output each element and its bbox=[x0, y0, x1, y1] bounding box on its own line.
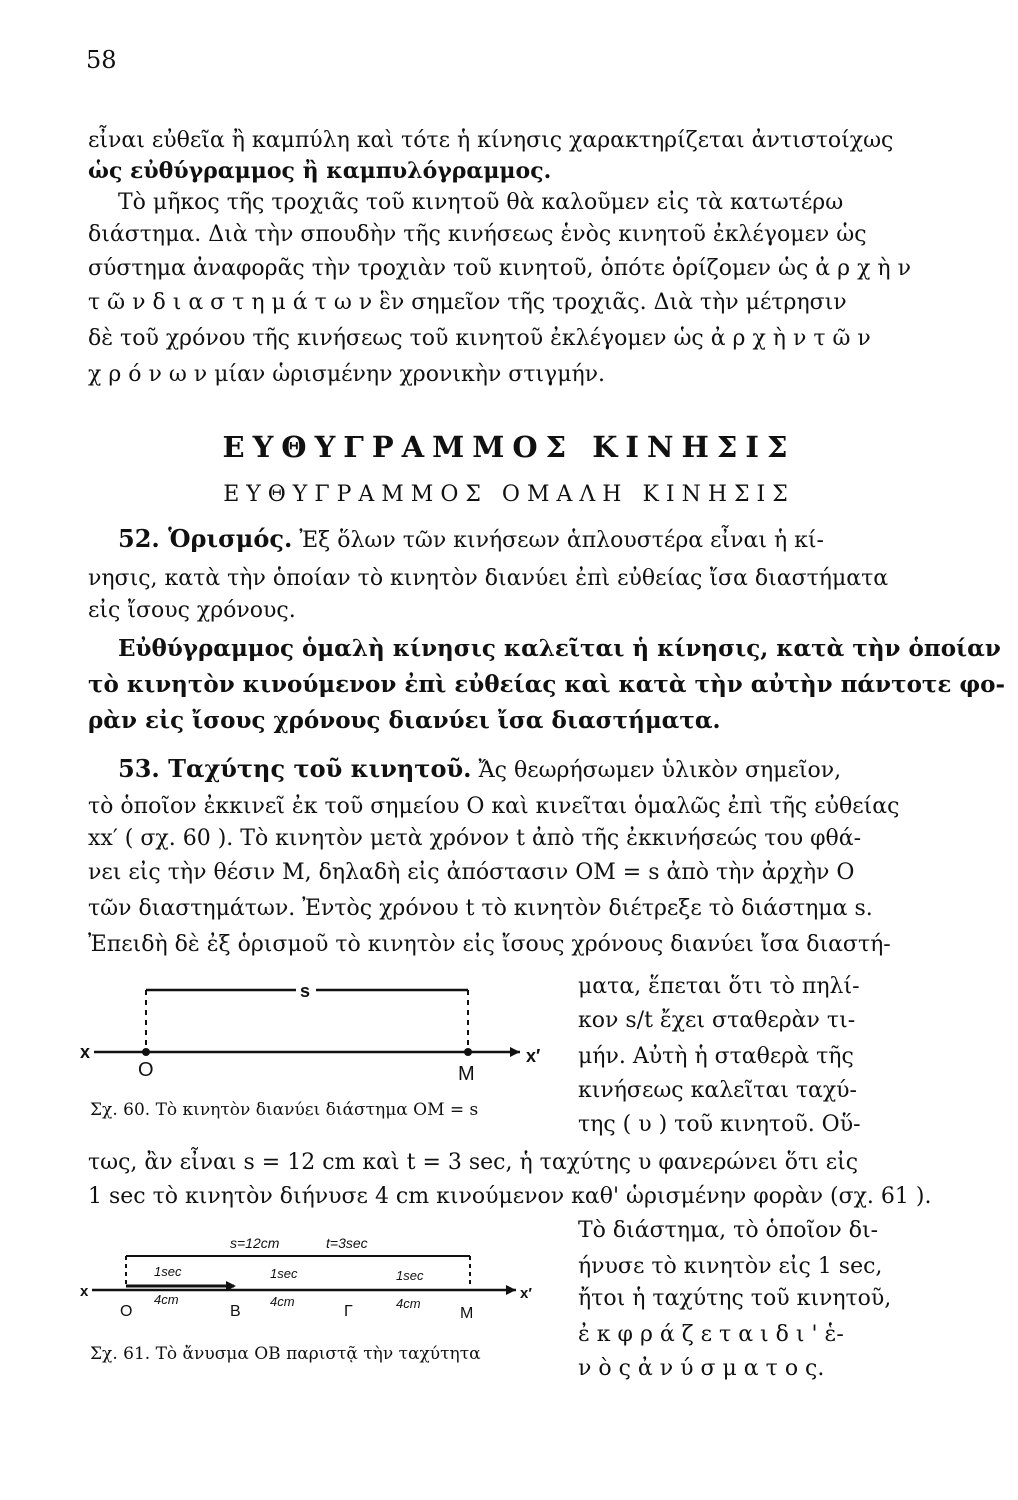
fig61-sec-2: 1sec bbox=[270, 1266, 298, 1281]
s52-title: 52. Ὁρισμός. bbox=[118, 524, 293, 553]
s53-right2-1: Τὸ διάστημα, τὸ ὁποῖον δι- bbox=[578, 1218, 879, 1243]
s53-right-4: κινήσεως καλεῖται ταχύ- bbox=[578, 1078, 857, 1103]
fig60-m-label: Μ bbox=[458, 1063, 475, 1085]
s52-line-1: Ἐξ ὅλων τῶν κινήσεων ἁπλουστέρα εἶναι ἡ κί- bbox=[299, 528, 824, 553]
fig60-arrow bbox=[510, 1047, 520, 1057]
fig60-s-label: s bbox=[300, 981, 311, 1001]
definition-line-1: Εὐθύγραμμος ὁμαλὴ κίνησις καλεῖται ἡ κίνησις, κατὰ τὴν ὁποίαν bbox=[118, 635, 1001, 662]
fig61-g-label: Γ bbox=[344, 1303, 353, 1320]
intro-line-5: σύστημα ἀναφορᾶς τὴν τροχιὰν τοῦ κινητοῦ, ὁπότε ὁρίζομεν ὡς ἀ ρ χ ὴ ν bbox=[88, 256, 911, 281]
caption-fig-60: Σχ. 60. Τὸ κινητὸν διανύει διάστημα ΟΜ = s bbox=[90, 1100, 479, 1120]
s53-right-2: κον s/t ἔχει σταθερὰν τι- bbox=[578, 1008, 856, 1033]
fig60-x-label: x bbox=[80, 1042, 91, 1062]
intro-line-7: δὲ τοῦ χρόνου τῆς κινήσεως τοῦ κινητοῦ ἐκλέγομεν ὡς ἀ ρ χ ὴ ν τ ῶ ν bbox=[88, 326, 871, 351]
s53-line-5: τῶν διαστημάτων. Ἐντὸς χρόνου t τὸ κινητὸν διέτρεξε τὸ διάστημα s. bbox=[88, 896, 873, 921]
definition-line-3: ρὰν εἰς ἴσους χρόνους διανύει ἴσα διαστήματα. bbox=[88, 707, 721, 734]
fig60-point-o bbox=[142, 1048, 150, 1056]
intro-line-8: χ ρ ό ν ω ν μίαν ὡρισμένην χρονικὴν στιγμήν. bbox=[88, 362, 606, 387]
intro-line-1: εἶναι εὐθεῖα ἢ καμπύλη καὶ τότε ἡ κίνησις χαρακτηρίζεται ἀντιστοίχως bbox=[88, 128, 894, 153]
page-number: 58 bbox=[86, 46, 117, 74]
intro-line-3: Τὸ μῆκος τῆς τροχιᾶς τοῦ κινητοῦ θὰ καλοῦμεν εἰς τὰ κατωτέρω bbox=[118, 190, 844, 215]
s53-right2-4: ἐ κ φ ρ ά ζ ε τ α ι δ ι ' ἑ- bbox=[578, 1322, 844, 1347]
s53-line-1: Ἄς θεωρήσωμεν ὑλικὸν σημεῖον, bbox=[478, 758, 842, 783]
fig61-top-s: s=12cm bbox=[230, 1235, 280, 1251]
s53-right2-2: ήνυσε τὸ κινητὸν εἰς 1 sec, bbox=[578, 1254, 883, 1279]
definition-line-2: τὸ κινητὸν κινούμενον ἐπὶ εὐθείας καὶ κατὰ τὴν αὐτὴν πάντοτε φο- bbox=[88, 671, 1006, 698]
s53-full-1: τως, ἂν εἶναι s = 12 cm καὶ t = 3 sec, ἡ ταχύτης υ φανερώνει ὅτι εἰς bbox=[88, 1150, 859, 1175]
s53-first-line bbox=[118, 756, 841, 784]
s53-right2-5: ν ὸ ς ἀ ν ύ σ μ α τ ο ς. bbox=[578, 1356, 825, 1381]
s53-line-4: νει εἰς τὴν θέσιν Μ, δηλαδὴ εἰς ἀπόστασιν ΟΜ = s ἀπὸ τὴν ἀρχὴν Ο bbox=[88, 860, 855, 885]
fig61-arrow-axis bbox=[506, 1285, 516, 1295]
s53-line-2: τὸ ὁποῖον ἐκκινεῖ ἐκ τοῦ σημείου Ο καὶ κινεῖται ὁμαλῶς ἐπὶ τῆς εὐθείας bbox=[88, 794, 900, 819]
fig61-x2-label: x′ bbox=[520, 1285, 532, 1302]
s53-right-3: μήν. Αὐτὴ ἡ σταθερὰ τῆς bbox=[578, 1044, 854, 1069]
fig61-o-label: Ο bbox=[120, 1303, 133, 1320]
fig61-sec-1: 1sec bbox=[154, 1264, 182, 1279]
s53-title: 53. Ταχύτης τοῦ κινητοῦ. bbox=[118, 754, 472, 783]
s53-right2-3: ἤτοι ἡ ταχύτης τοῦ κινητοῦ, bbox=[578, 1286, 892, 1311]
s53-full-2: 1 sec τὸ κινητὸν διήνυσε 4 cm κινούμενον καθ' ὡρισμένην φορὰν (σχ. 61 ). bbox=[88, 1184, 932, 1209]
fig60-point-m bbox=[464, 1048, 472, 1056]
s53-right-1: ματα, ἕπεται ὅτι τὸ πηλί- bbox=[578, 974, 860, 999]
figure-60 bbox=[80, 980, 560, 1090]
s52-line-2: νησις, κατὰ τὴν ὁποίαν τὸ κινητὸν διανύει ἐπὶ εὐθείας ἴσα διαστήματα bbox=[88, 566, 889, 591]
s53-line-3: xx′ ( σχ. 60 ). Τὸ κινητὸν μετὰ χρόνον t ἀπὸ τῆς ἐκκινήσεώς του φθά- bbox=[88, 826, 862, 851]
fig60-o-label: Ο bbox=[138, 1059, 154, 1081]
fig61-m-label: Μ bbox=[460, 1305, 474, 1322]
s52-line-3: εἰς ἴσους χρόνους. bbox=[88, 598, 296, 623]
fig61-cm-2: 4cm bbox=[270, 1294, 295, 1309]
fig60-x2-label: x′ bbox=[526, 1046, 541, 1066]
heading-sub: ΕΥΘΥΓΡΑΜΜΟΣ ΟΜΑΛΗ ΚΙΝΗΣΙΣ bbox=[223, 482, 795, 507]
heading-main: ΕΥΘΥΓΡΑΜΜΟΣ ΚΙΝΗΣΙΣ bbox=[222, 430, 796, 464]
fig61-cm-3: 4cm bbox=[396, 1296, 421, 1311]
fig61-top-t: t=3sec bbox=[326, 1235, 368, 1251]
s52-first-line bbox=[118, 526, 824, 554]
caption-fig-61: Σχ. 61. Τὸ ἄνυσμα ΟΒ παριστᾷ τὴν ταχύτητα bbox=[90, 1344, 481, 1364]
fig61-b-label: Β bbox=[230, 1303, 241, 1320]
s53-line-6: Ἐπειδὴ δὲ ἐξ ὁρισμοῦ τὸ κινητὸν εἰς ἴσους χρόνους διανύει ἴσα διαστή- bbox=[88, 932, 891, 957]
intro-line-4: διάστημα. Διὰ τὴν σπουδὴν τῆς κινήσεως ἑνὸς κινητοῦ ἐκλέγομεν ὡς bbox=[88, 222, 867, 247]
figure-61 bbox=[80, 1228, 550, 1320]
intro-line-2: ὡς εὐθύγραμμος ἢ καμπυλόγραμμος. bbox=[88, 158, 552, 184]
fig61-x-label: x bbox=[80, 1283, 89, 1300]
intro-line-6: τ ῶ ν δ ι α σ τ η μ ά τ ω ν ἓν σημεῖον τῆς τροχιᾶς. Διὰ τὴν μέτρησιν bbox=[88, 290, 847, 315]
fig61-sec-3: 1sec bbox=[396, 1268, 424, 1283]
fig61-cm-1: 4cm bbox=[154, 1292, 179, 1307]
s53-line-tis: της ( υ ) τοῦ κινητοῦ. Οὕ- bbox=[578, 1112, 861, 1137]
